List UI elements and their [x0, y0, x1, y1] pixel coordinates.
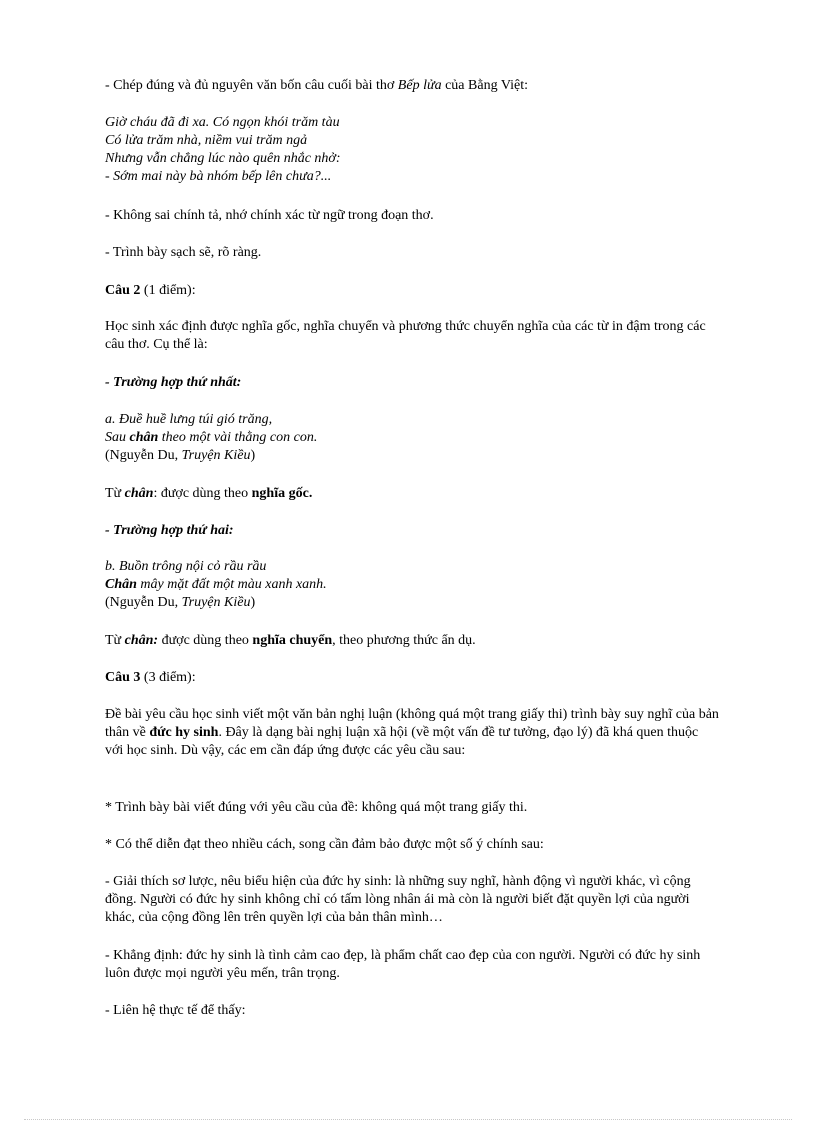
poem-line: Nhưng vẫn chẳng lúc nào quên nhắc nhở: — [105, 151, 341, 166]
case-heading: - Trường hợp thứ nhất: — [105, 375, 242, 390]
poem-line: Chân mây mặt đất một màu xanh xanh. — [105, 577, 327, 592]
paragraph: * Trình bày bài viết đúng với yêu cầu của đề: không quá một trang giấy thi. — [105, 800, 528, 815]
text: của Bằng Việt: — [441, 78, 528, 93]
citation: (Nguyễn Du, Truyện Kiều) — [105, 448, 256, 463]
answer-line: Từ chân: được dùng theo nghĩa chuyển, theo phương thức ẩn dụ. — [105, 633, 476, 648]
poem-line: a. Đuề huề lưng túi gió trăng, — [105, 412, 273, 427]
poem-line: Giờ cháu đã đi xa. Có ngọn khói trăm tàu — [105, 115, 340, 130]
question-heading: Câu 3 (3 điểm): — [105, 670, 196, 685]
paragraph: Học sinh xác định được nghĩa gốc, nghĩa chuyển và phương thức chuyển nghĩa của các từ in đậm trong các câu thơ. Cụ thể là: — [105, 319, 706, 352]
page-bottom-divider — [24, 1119, 792, 1120]
poem-stanza — [105, 558, 720, 612]
answer-line: Từ chân: được dùng theo nghĩa gốc. — [105, 486, 313, 501]
instruction-line — [105, 77, 720, 95]
requirement-line: - Trình bày sạch sẽ, rõ ràng. — [105, 245, 262, 260]
citation: (Nguyễn Du, Truyện Kiều) — [105, 595, 256, 610]
paragraph: - Khẳng định: đức hy sinh là tình cảm cao đẹp, là phẩm chất cao đẹp của con người. Người có đức hy sinh luôn được mọi người yêu mến, trân trọng. — [105, 948, 701, 981]
requirement-line: - Không sai chính tả, nhớ chính xác từ ngữ trong đoạn thơ. — [105, 208, 434, 223]
paragraph: * Có thể diễn đạt theo nhiều cách, song cần đảm bảo được một số ý chính sau: — [105, 837, 544, 852]
poem-line: Sau chân theo một vài thằng con con. — [105, 430, 318, 445]
poem-stanza — [105, 411, 720, 465]
paragraph: - Liên hệ thực tế để thấy: — [105, 1003, 246, 1018]
poem-title: Bếp lửa — [397, 78, 442, 93]
question-heading: Câu 2 (1 điểm): — [105, 283, 196, 298]
paragraph: Đề bài yêu cầu học sinh viết một văn bản nghị luận (không quá một trang giấy thi) trình bày suy nghĩ của bản thân về đức hy sinh. Đây là dạng bài nghị luận xã hội (về một vấn đề tư tưởng, đạo lý) đã khá quen thuộc với học sinh. Dù vậy, các em cần đáp ứng được các yêu cầu sau: — [105, 707, 719, 758]
poem-line: b. Buồn trông nội cỏ rầu rầu — [105, 559, 267, 574]
case-heading: - Trường hợp thứ hai: — [105, 523, 234, 538]
paragraph: - Giải thích sơ lược, nêu biểu hiện của đức hy sinh: là những suy nghĩ, hành động vì người khác, vì cộng đồng. Người có đức hy sinh không chỉ có tấm lòng nhân ái mà còn là người biết đặt quyền lợi của người khác, của cộng đồng lên trên quyền lợi của bản thân mình… — [105, 874, 691, 925]
poem-line: - Sớm mai này bà nhóm bếp lên chưa?... — [105, 169, 332, 184]
poem-stanza — [105, 114, 720, 186]
text: - Chép đúng và đủ nguyên văn bốn câu cuối bài thơ — [105, 78, 398, 93]
poem-line: Có lửa trăm nhà, niềm vui trăm ngả — [105, 133, 308, 148]
